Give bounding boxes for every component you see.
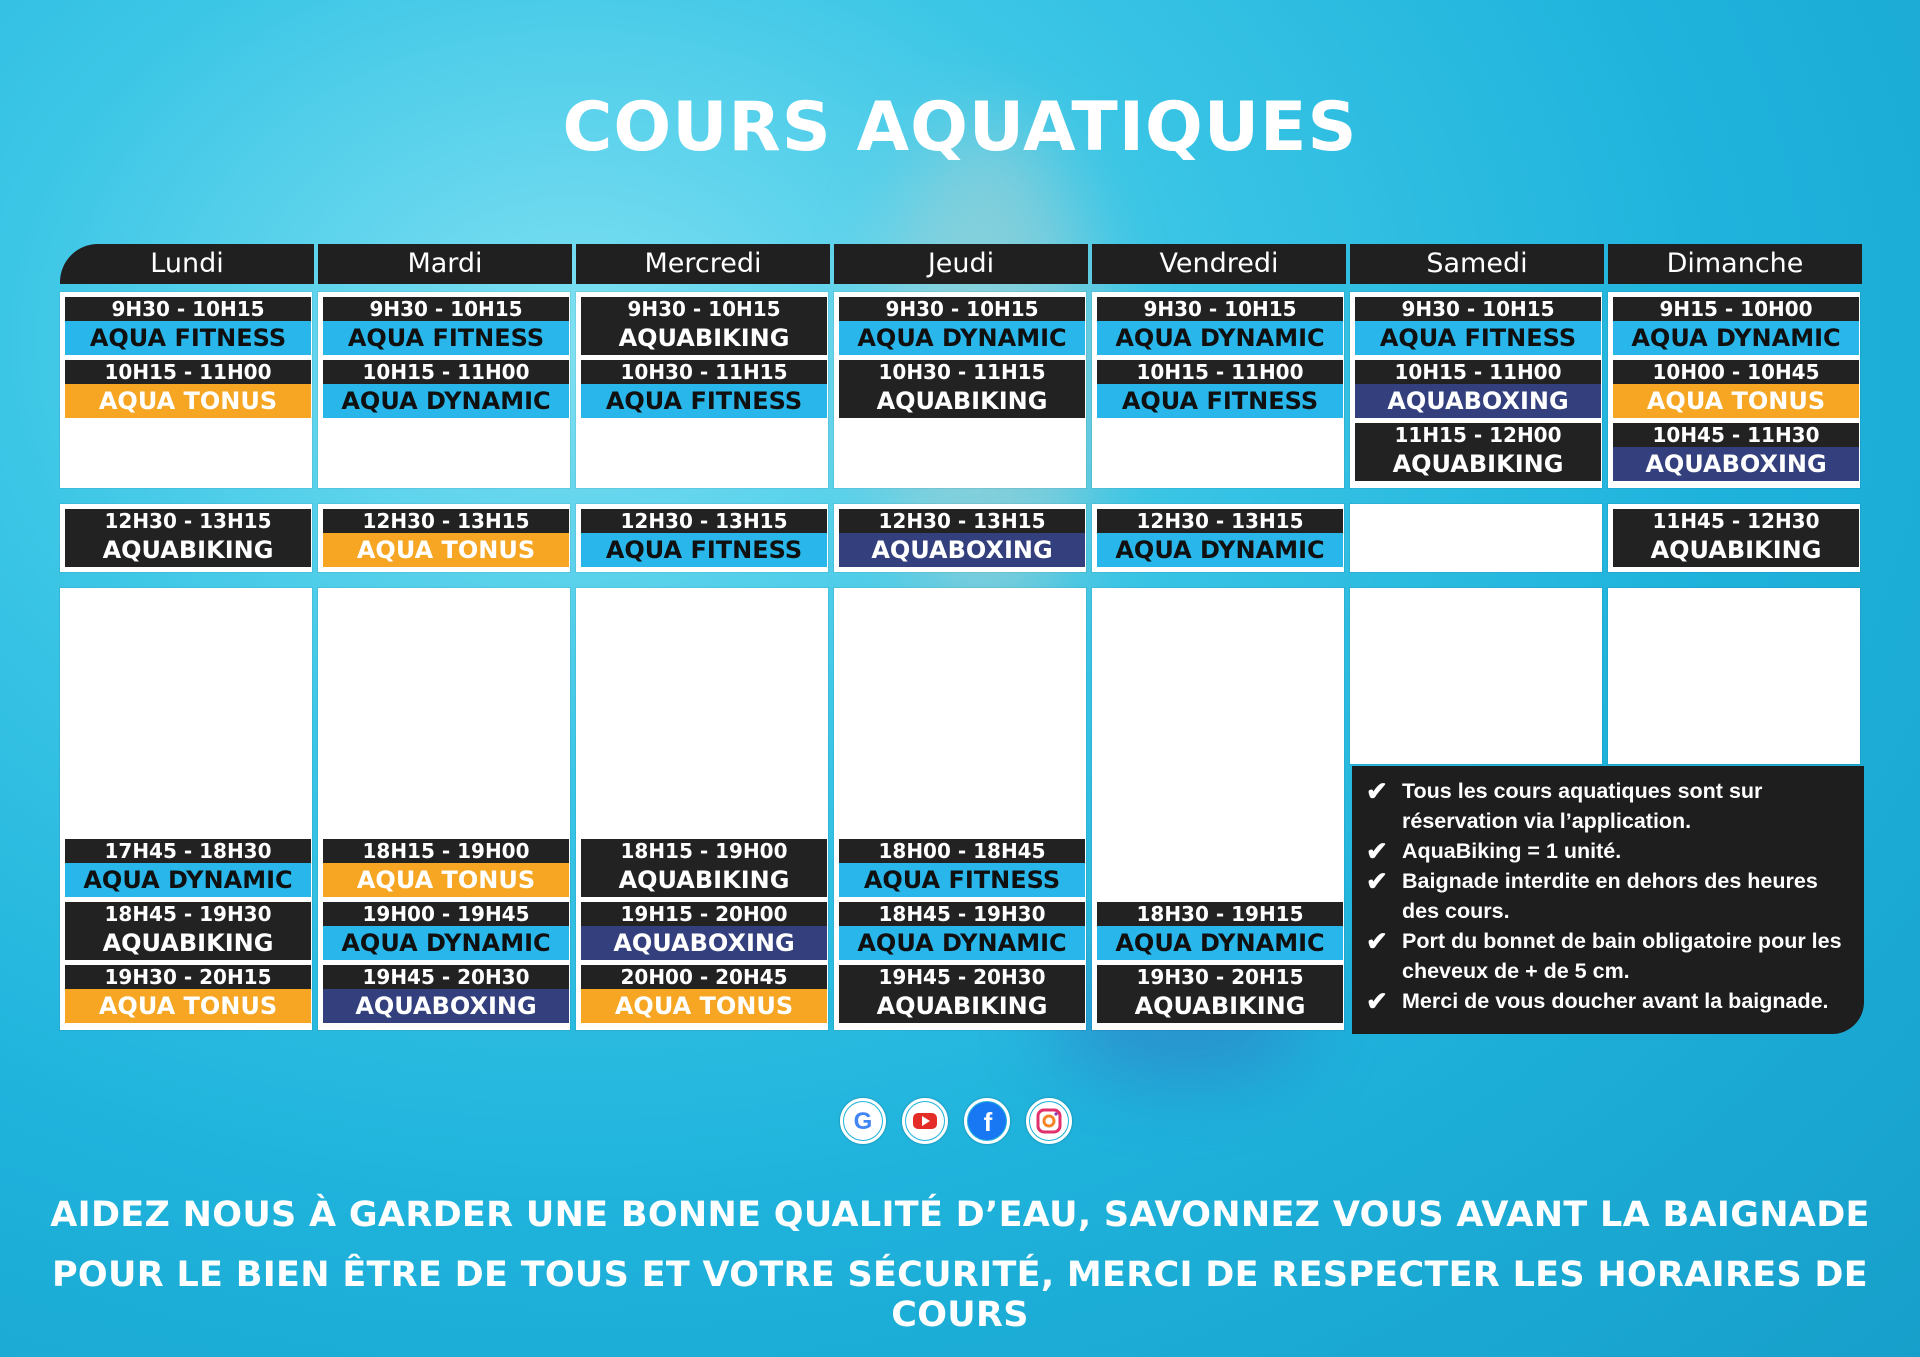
slot-course-biking: AQUABIKING (839, 989, 1085, 1023)
course-slot[interactable] (1355, 423, 1601, 481)
slot-course-boxing: AQUABOXING (839, 533, 1085, 567)
morning-box (834, 292, 1086, 488)
midday-box (576, 504, 828, 572)
checkmark-icon: ✔ (1366, 866, 1388, 896)
slot-course-fitness: AQUA FITNESS (581, 384, 827, 418)
course-slot[interactable] (581, 297, 827, 355)
footer-line-1: AIDEZ NOUS À GARDER UNE BONNE QUALITÉ D’EAU, SAVONNEZ VOUS AVANT LA BAIGNADE (50, 1195, 1870, 1235)
slot-time: 17H45 - 18H30 (65, 839, 311, 863)
course-slot[interactable] (581, 839, 827, 897)
course-slot[interactable] (1097, 902, 1343, 960)
slot-course-dynamic: AQUA DYNAMIC (839, 321, 1085, 355)
slot-course-dynamic: AQUA DYNAMIC (65, 863, 311, 897)
slot-time: 9H30 - 10H15 (1355, 297, 1601, 321)
slot-time: 18H45 - 19H30 (65, 902, 311, 926)
slot-course-fitness: AQUA FITNESS (65, 321, 311, 355)
slot-time: 10H15 - 11H00 (323, 360, 569, 384)
rule-item (1366, 866, 1854, 926)
instagram-icon[interactable] (1026, 1098, 1072, 1144)
course-slot[interactable] (1097, 360, 1343, 418)
slot-course-tonus: AQUA TONUS (323, 533, 569, 567)
evening-box (576, 588, 828, 1030)
slot-time: 19H30 - 20H15 (1097, 965, 1343, 989)
svg-text:G: G (853, 1108, 873, 1135)
course-slot[interactable] (581, 509, 827, 567)
slot-course-fitness: AQUA FITNESS (581, 533, 827, 567)
slot-course-fitness: AQUA FITNESS (1097, 384, 1343, 418)
morning-box (1350, 292, 1602, 488)
slot-time: 19H15 - 20H00 (581, 902, 827, 926)
midday-box (1092, 504, 1344, 572)
slot-time: 18H30 - 19H15 (1097, 902, 1343, 926)
slot-time: 20H00 - 20H45 (581, 965, 827, 989)
course-slot[interactable] (1355, 360, 1601, 418)
slot-course-biking: AQUABIKING (1355, 447, 1601, 481)
course-slot[interactable] (581, 965, 827, 1023)
slot-time: 9H30 - 10H15 (581, 297, 827, 321)
course-slot[interactable] (839, 360, 1085, 418)
slot-time: 12H30 - 13H15 (65, 509, 311, 533)
facebook-icon[interactable] (964, 1098, 1010, 1144)
checkmark-icon: ✔ (1366, 926, 1388, 956)
day-header-mardi: Mardi (318, 244, 572, 284)
slot-course-dynamic: AQUA DYNAMIC (1097, 321, 1343, 355)
course-slot[interactable] (839, 965, 1085, 1023)
slot-time: 19H45 - 20H30 (323, 965, 569, 989)
slot-time: 19H00 - 19H45 (323, 902, 569, 926)
course-slot[interactable] (1097, 965, 1343, 1023)
day-header-dimanche: Dimanche (1608, 244, 1862, 284)
checkmark-icon: ✔ (1366, 986, 1388, 1016)
rule-text: AquaBiking = 1 unité. (1402, 839, 1622, 863)
slot-time: 9H30 - 10H15 (839, 297, 1085, 321)
slot-course-biking: AQUABIKING (1097, 989, 1343, 1023)
slot-time: 10H30 - 11H15 (581, 360, 827, 384)
slot-time: 18H15 - 19H00 (323, 839, 569, 863)
evening-box (1092, 588, 1344, 1030)
slot-time: 9H30 - 10H15 (323, 297, 569, 321)
course-slot[interactable] (323, 902, 569, 960)
google-icon[interactable] (840, 1098, 886, 1144)
slot-time: 12H30 - 13H15 (839, 509, 1085, 533)
evening-box (318, 588, 570, 1030)
evening-box (1350, 588, 1602, 764)
day-header-jeudi: Jeudi (834, 244, 1088, 284)
slot-course-boxing: AQUABOXING (1613, 447, 1859, 481)
slot-time: 12H30 - 13H15 (581, 509, 827, 533)
rules-panel (1352, 766, 1864, 1034)
course-slot[interactable] (1097, 297, 1343, 355)
slot-time: 10H00 - 10H45 (1613, 360, 1859, 384)
slot-course-biking: AQUABIKING (839, 384, 1085, 418)
slot-course-tonus: AQUA TONUS (581, 989, 827, 1023)
course-slot[interactable] (323, 839, 569, 897)
slot-time: 18H00 - 18H45 (839, 839, 1085, 863)
course-slot[interactable] (1355, 297, 1601, 355)
course-slot[interactable] (323, 297, 569, 355)
rule-text: Port du bonnet de bain obligatoire pour les cheveux de + de 5 cm. (1402, 929, 1842, 983)
course-slot[interactable] (1097, 509, 1343, 567)
course-slot[interactable] (323, 360, 569, 418)
slot-time: 18H45 - 19H30 (839, 902, 1085, 926)
slot-course-boxing: AQUABOXING (1355, 384, 1601, 418)
course-slot[interactable] (1613, 509, 1859, 567)
course-slot[interactable] (839, 839, 1085, 897)
checkmark-icon: ✔ (1366, 836, 1388, 866)
slot-course-dynamic: AQUA DYNAMIC (839, 926, 1085, 960)
slot-time: 10H15 - 11H00 (1355, 360, 1601, 384)
page-title: COURS AQUATIQUES (562, 88, 1358, 167)
day-header-vendredi: Vendredi (1092, 244, 1346, 284)
rule-item (1366, 986, 1854, 1016)
course-slot[interactable] (581, 902, 827, 960)
slot-course-tonus: AQUA TONUS (323, 863, 569, 897)
evening-box (1608, 588, 1860, 764)
slot-time: 12H30 - 13H15 (323, 509, 569, 533)
course-slot[interactable] (839, 902, 1085, 960)
slot-course-biking: AQUABIKING (581, 863, 827, 897)
course-slot[interactable] (1613, 297, 1859, 355)
slot-course-fitness: AQUA FITNESS (839, 863, 1085, 897)
slot-time: 10H45 - 11H30 (1613, 423, 1859, 447)
slot-course-biking: AQUABIKING (581, 321, 827, 355)
evening-box (834, 588, 1086, 1030)
day-header-lundi: Lundi (60, 244, 314, 284)
morning-box (60, 292, 312, 488)
rule-item (1366, 926, 1854, 986)
slot-course-tonus: AQUA TONUS (1613, 384, 1859, 418)
midday-box (1350, 504, 1602, 572)
slot-time: 18H15 - 19H00 (581, 839, 827, 863)
rule-text: Tous les cours aquatiques sont sur réservation via l’application. (1402, 779, 1763, 833)
slot-course-dynamic: AQUA DYNAMIC (323, 384, 569, 418)
course-slot[interactable] (65, 297, 311, 355)
slot-time: 9H15 - 10H00 (1613, 297, 1859, 321)
rule-item (1366, 836, 1854, 866)
midday-box (60, 504, 312, 572)
slot-time: 9H30 - 10H15 (65, 297, 311, 321)
course-slot[interactable] (839, 509, 1085, 567)
slot-time: 19H45 - 20H30 (839, 965, 1085, 989)
youtube-icon[interactable] (902, 1098, 948, 1144)
slot-time: 10H15 - 11H00 (65, 360, 311, 384)
course-slot[interactable] (323, 965, 569, 1023)
slot-course-dynamic: AQUA DYNAMIC (1613, 321, 1859, 355)
course-slot[interactable] (323, 509, 569, 567)
slot-course-biking: AQUABIKING (65, 926, 311, 960)
course-slot[interactable] (1613, 360, 1859, 418)
slot-time: 9H30 - 10H15 (1097, 297, 1343, 321)
slot-course-dynamic: AQUA DYNAMIC (1097, 926, 1343, 960)
checkmark-icon: ✔ (1366, 776, 1388, 806)
morning-box (1092, 292, 1344, 488)
course-slot[interactable] (65, 965, 311, 1023)
svg-text:f: f (983, 1107, 993, 1137)
slot-time: 10H15 - 11H00 (1097, 360, 1343, 384)
slot-time: 19H30 - 20H15 (65, 965, 311, 989)
slot-course-tonus: AQUA TONUS (65, 989, 311, 1023)
morning-box (576, 292, 828, 488)
slot-time: 12H30 - 13H15 (1097, 509, 1343, 533)
slot-course-biking: AQUABIKING (1613, 533, 1859, 567)
course-slot[interactable] (1613, 423, 1859, 481)
slot-time: 11H45 - 12H30 (1613, 509, 1859, 533)
course-slot[interactable] (65, 509, 311, 567)
course-slot[interactable] (581, 360, 827, 418)
slot-time: 11H15 - 12H00 (1355, 423, 1601, 447)
slot-course-biking: AQUABIKING (65, 533, 311, 567)
social-links (840, 1098, 1080, 1148)
slot-course-boxing: AQUABOXING (323, 989, 569, 1023)
day-header-mercredi: Mercredi (576, 244, 830, 284)
midday-box (834, 504, 1086, 572)
slot-course-tonus: AQUA TONUS (65, 384, 311, 418)
footer-line-2: POUR LE BIEN ÊTRE DE TOUS ET VOTRE SÉCURITÉ, MERCI DE RESPECTER LES HORAIRES DE COURS (51, 1255, 1868, 1335)
course-slot[interactable] (65, 839, 311, 897)
rule-text: Baignade interdite en dehors des heures des cours. (1402, 869, 1818, 923)
rule-text: Merci de vous doucher avant la baignade. (1402, 989, 1829, 1013)
rule-item (1366, 776, 1854, 836)
course-slot[interactable] (65, 360, 311, 418)
evening-box (60, 588, 312, 1030)
slot-course-dynamic: AQUA DYNAMIC (323, 926, 569, 960)
midday-box (1608, 504, 1860, 572)
morning-box (1608, 292, 1860, 488)
course-slot[interactable] (839, 297, 1085, 355)
slot-course-boxing: AQUABOXING (581, 926, 827, 960)
slot-time: 10H30 - 11H15 (839, 360, 1085, 384)
course-slot[interactable] (65, 902, 311, 960)
slot-course-fitness: AQUA FITNESS (323, 321, 569, 355)
slot-course-dynamic: AQUA DYNAMIC (1097, 533, 1343, 567)
slot-course-fitness: AQUA FITNESS (1355, 321, 1601, 355)
day-header-samedi: Samedi (1350, 244, 1604, 284)
midday-box (318, 504, 570, 572)
morning-box (318, 292, 570, 488)
